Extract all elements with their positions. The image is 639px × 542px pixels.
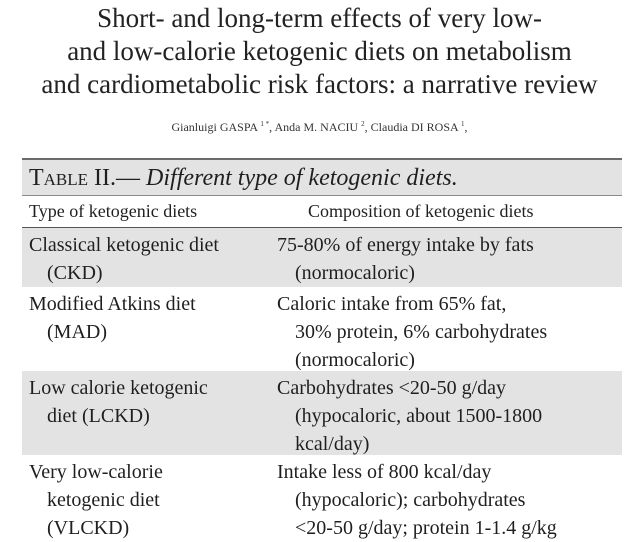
cell-line: Very low-calorie	[29, 461, 163, 483]
table-row	[22, 287, 622, 371]
title-line: and cardiometabolic risk factors: a narrative review	[41, 69, 598, 99]
table-caption-bar	[22, 158, 622, 196]
author-affiliation: 1 *	[260, 120, 270, 128]
table-row	[22, 371, 622, 455]
title-line: Short- and long-term effects of very low-	[97, 3, 542, 33]
cell-line: (hypocaloric, about 1500-1800	[295, 405, 543, 427]
paper-title	[0, 2, 639, 101]
table-label: Table II.—	[29, 165, 141, 191]
author-name: Gianluigi GASPA	[171, 120, 258, 134]
author-affiliation: 2	[361, 120, 365, 128]
table-title: Different type of ketogenic diets.	[146, 165, 458, 191]
cell-line: (normocaloric)	[295, 262, 415, 284]
table-row	[22, 228, 622, 287]
diet-type-cell	[29, 231, 289, 287]
author-name: Claudia DI ROSA	[370, 120, 459, 134]
cell-line: (MAD)	[47, 321, 107, 343]
diet-type-cell	[29, 458, 289, 542]
author-name: Anda M. NACIU	[274, 120, 359, 134]
cell-line: <20-50 g/day; protein 1-1.4 g/kg	[295, 517, 557, 539]
cell-line: ketogenic diet	[47, 489, 160, 511]
cell-line: Carbohydrates <20-50 g/day	[277, 377, 507, 399]
composition-cell	[277, 458, 622, 542]
author-list: Gianluigi GASPA $^{1 *}$, Anda M. NACIU $^2$, Claudia DI ROSA $^1$,	[171, 120, 468, 134]
title-line: and low-calorie ketogenic diets on metabolism	[67, 36, 572, 66]
composition-cell	[277, 374, 622, 458]
composition-cell	[277, 231, 622, 287]
cell-line: diet (LCKD)	[47, 405, 150, 427]
cell-line: 30% protein, 6% carbohydrates	[295, 321, 548, 343]
cell-line: (CKD)	[47, 262, 103, 284]
column-header-type: Type of ketogenic diets	[29, 201, 198, 221]
cell-line: Classical ketogenic diet	[29, 234, 219, 256]
cell-line: 75-80% of energy intake by fats	[277, 234, 534, 256]
cell-line: Intake less of 800 kcal/day	[277, 461, 492, 483]
composition-cell	[277, 290, 622, 374]
cell-line: Modified Atkins diet	[29, 293, 196, 315]
cell-line: (VLCKD)	[47, 517, 130, 539]
table-header-row	[22, 196, 622, 228]
cell-line: (hypocaloric); carbohydrates	[295, 489, 526, 511]
cell-line: (normocaloric)	[295, 349, 415, 371]
table-caption	[29, 163, 458, 193]
table-row	[22, 455, 622, 540]
cell-line: Caloric intake from 65% fat,	[277, 293, 507, 315]
cell-line: Low calorie ketogenic	[29, 377, 208, 399]
diet-type-cell	[29, 290, 289, 346]
column-header-composition: Composition of ketogenic diets	[308, 201, 534, 221]
author-affiliation: 1	[461, 120, 465, 128]
cell-line: kcal/day)	[295, 433, 370, 455]
diet-type-cell	[29, 374, 289, 430]
